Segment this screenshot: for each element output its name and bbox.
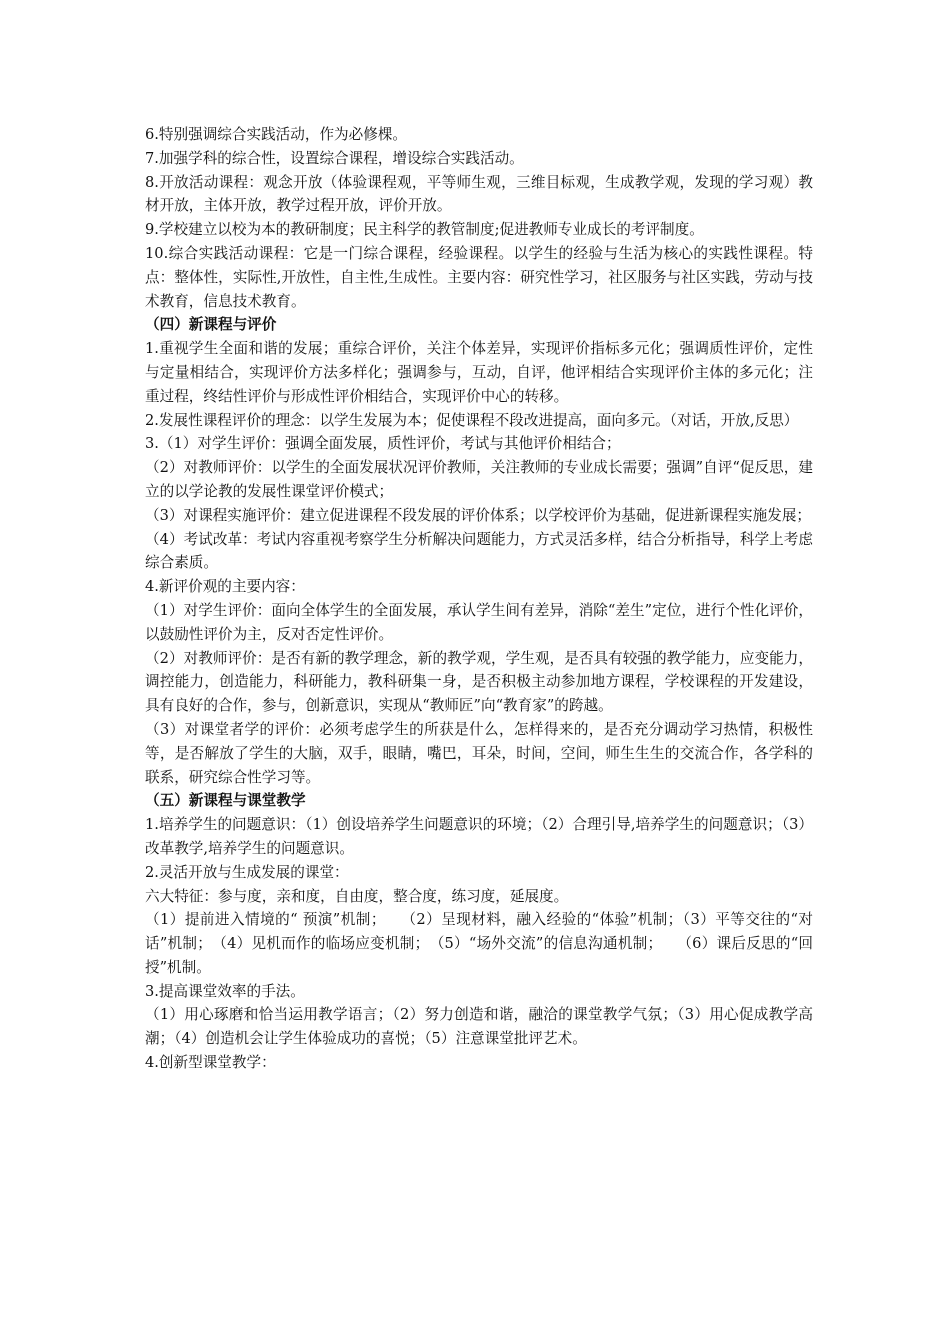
paragraph: 1.培养学生的问题意识：（1）创设培养学生问题意识的环境；（2）合理引导,培养学生的问题意识；（3）改革教学,培养学生的问题意识。 [145,816,813,857]
paragraph: 2.灵活开放与生成发展的课堂： [145,863,349,881]
section-heading: （四）新课程与评价 [145,316,277,334]
paragraph: （3）对课程实施评价：建立促进课程不段发展的评价体系；以学校评价为基础，促进新课程实施发展； [145,506,812,524]
paragraph: 10.综合实践活动课程：它是一门综合课程，经验课程。以学生的经验与生活为核心的实践性课程。特点：整体性，实际性,开放性，自主性,生成性。主要内容：研究性学习，社区服务与社区实践，劳动与技术教育，信息技术教育。 [145,244,813,310]
paragraph: （2）对教师评价：是否有新的教学理念，新的教学观，学生观，是否具有较强的教学能力，应变能力，调控能力，创造能力，科研能力，教科研集一身，是否积极主动参加地方课程，学校课程的开发建设，具有良好的合作，参与，创新意识，实现从“教师匠”向“教育家”的跨越。 [145,649,813,715]
paragraph: 7.加强学科的综合性，设置综合课程，增设综合实践活动。 [145,149,524,167]
document-page [145,123,813,1075]
paragraph: （1）用心琢磨和恰当运用教学语言；（2）努力创造和谐，融洽的课堂教学气氛；（3）用心促成教学高潮；（4）创造机会让学生体验成功的喜悦；（5）注意课堂批评艺术。 [145,1006,813,1048]
paragraph: （1）提前进入情境的“ 预演”机制； （2）呈现材料，融入经验的“体验”机制；（3）平等交往的“对话”机制； （4）见机而作的临场应变机制； （5）“场外交流”的信息沟通机制； （6）课后反思的“回授”机制。 [145,911,813,976]
paragraph: （2）对教师评价：以学生的全面发展状况评价教师，关注教师的专业成长需要；强调”自评“促反思，建立的以学论教的发展性课堂评价模式； [145,459,813,500]
paragraph: （4）考试改革：考试内容重视考察学生分析解决问题能力，方式灵活多样，结合分析指导，科学上考虑综合素质。 [145,530,813,572]
paragraph: 3.（1）对学生评价：强调全面发展，质性评价，考试与其他评价相结合； [145,435,621,453]
paragraph: 2.发展性课程评价的理念：以学生发展为本；促使课程不段改进提高，面向多元。（对话，开放,反思） [145,411,799,429]
paragraph: 4.新评价观的主要内容： [145,578,305,596]
section-heading: （五）新课程与课堂教学 [145,792,306,810]
paragraph: （3）对课堂者学的评价：必须考虑学生的所获是什么，怎样得来的，是否充分调动学习热情，积极性等，是否解放了学生的大脑，双手，眼睛，嘴巴，耳朵，时间，空间，师生生生的交流合作，各学科的联系，研究综合性学习等。 [145,720,813,786]
paragraph: （1）对学生评价：面向全体学生的全面发展，承认学生间有差异，消除“差生”定位，进行个性化评价，以鼓励性评价为主，反对否定性评价。 [145,601,813,643]
paragraph: 1.重视学生全面和谐的发展；重综合评价，关注个体差异，实现评价指标多元化；强调质性评价，定性与定量相结合，实现评价方法多样化；强调参与，互动，自评，他评相结合实现评价主体的多元化；注重过程，终结性评价与形成性评价相结合，实现评价中心的转移。 [145,340,813,405]
paragraph: 9.学校建立以校为本的教研制度；民主科学的教管制度;促进教师专业成长的考评制度。 [145,221,704,239]
paragraph: 六大特征：参与度，亲和度，自由度，整合度，练习度，延展度。 [145,887,569,905]
paragraph: 6.特别强调综合实践活动，作为必修棵。 [145,126,408,143]
paragraph: 3.提高课堂效率的手法。 [145,982,305,1000]
paragraph: 8.开放活动课程：观念开放（体验课程观，平等师生观，三维目标观，生成教学观，发现的学习观）教材开放，主体开放，教学过程开放，评价开放。 [145,173,813,215]
paragraph: 4.创新型课堂教学： [145,1054,276,1072]
